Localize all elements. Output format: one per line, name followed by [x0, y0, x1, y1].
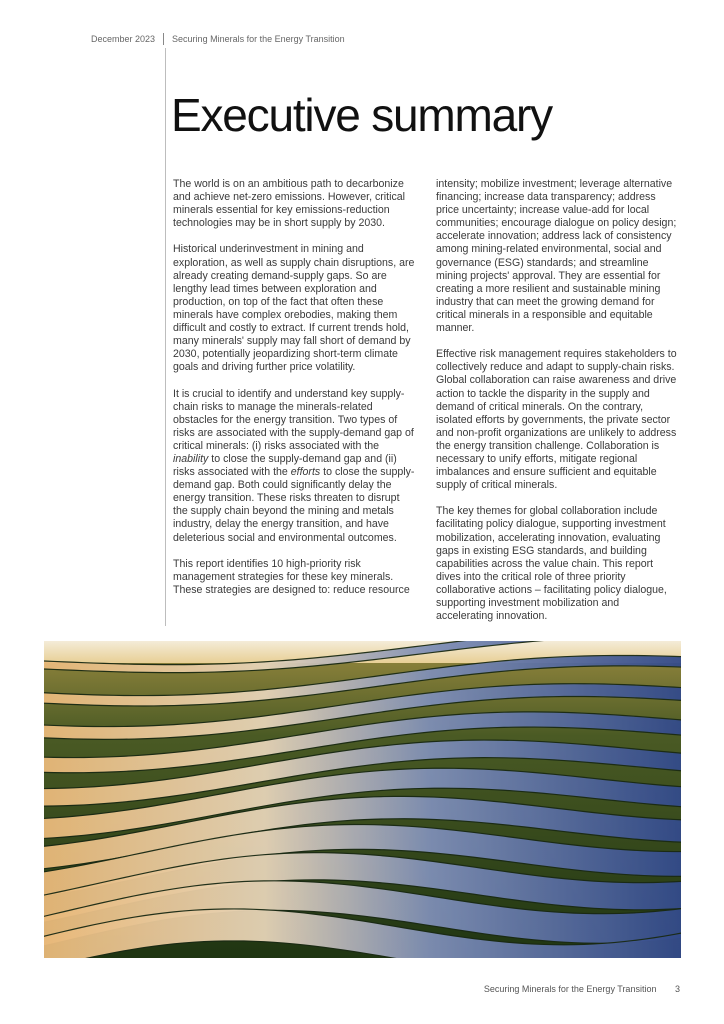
vertical-rule — [165, 48, 166, 626]
footer-report-title: Securing Minerals for the Energy Transition — [483, 984, 657, 994]
running-footer — [484, 984, 680, 994]
solar-farm-photo — [44, 641, 681, 958]
header-divider — [163, 33, 164, 45]
page-title: Executive summary — [171, 89, 552, 141]
header-report-title: Securing Minerals for the Energy Transition — [172, 34, 345, 44]
solar-panels-illustration — [44, 641, 681, 958]
paragraph: This report identifies 10 high-priority risk management strategies for these key minerals. These strategies are designed to: reduce resource — [173, 557, 410, 596]
text-column-right — [436, 178, 678, 636]
paragraph: The world is on an ambitious path to decarbonize and achieve net-zero emissions. However, critical minerals essential for key emissions-reduction technologies may be in short supply by 2030. — [173, 178, 405, 230]
text-column-left — [173, 178, 415, 610]
running-header — [91, 33, 345, 45]
paragraph: Historical underinvestment in mining and exploration, as well as supply chain disruptions, are already creating demand-supply gaps. So are lengthy lead times between exploration and production, on top of the fact that often these minerals have complex orebodies, making them difficult and costly to extract. If current trends hold, many minerals' supply may fall short of demand by 2030, potentially jeopardizing short-term climate goals and driving further price volatility. — [173, 243, 415, 374]
header-date: December 2023 — [91, 34, 156, 44]
page-number: 3 — [674, 984, 680, 994]
emphasis: efforts — [290, 466, 321, 479]
paragraph: The key themes for global collaboration include facilitating policy dialogue, supporting investment mobilization, accelerating innovation, evaluating gaps in existing ESG standards, and building capabilities across the value chain. This report dives into the critical role of three priority collaborative actions – facilitating policy dialogue, supporting investment mobilization and accelerating innovation. — [436, 505, 667, 623]
paragraph: Effective risk management requires stakeholders to collectively reduce and adapt to supply-chain risks. Global collaboration can raise awareness and drive action to tackle the disparity in the supply and demand of critical minerals. On the contrary, isolated efforts by governments, the private sector and non-profit organizations are unlikely to address the energy transition challenge. Collaboration is necessary to unify efforts, mitigate regional imbalances and ensure sufficient and equitable supply of critical minerals. — [436, 348, 677, 492]
paragraph: It is crucial to identify and understand key supply-chain risks to manage the minerals-related obstacles for the energy transition. Two types of risks are associated with the supply-demand gap of critical minerals: (i) risks associated with the inability to close the supply-demand gap and (ii) risks associated with the efforts to close the supply-demand gap. Both could significantly delay the energy transition. These risks threaten to disrupt the supply chain beyond the mining and metals industry, delay the energy transition, and have deleterious social and environmental outcomes. — [173, 387, 415, 544]
emphasis: inability — [173, 452, 209, 465]
paragraph: intensity; mobilize investment; leverage alternative financing; increase data transparency; address price uncertainty; increase value-add for local communities; encourage dialogue on policy design; accelerate innovation; address lack of consistency among mining-related environmental, social and governance (ESG) standards; and streamline mining projects' approval. They are essential for creating a more resilient and sustainable mining industry that can meet the growing demand for critical minerals in a responsible and equitable manner. — [436, 178, 677, 335]
